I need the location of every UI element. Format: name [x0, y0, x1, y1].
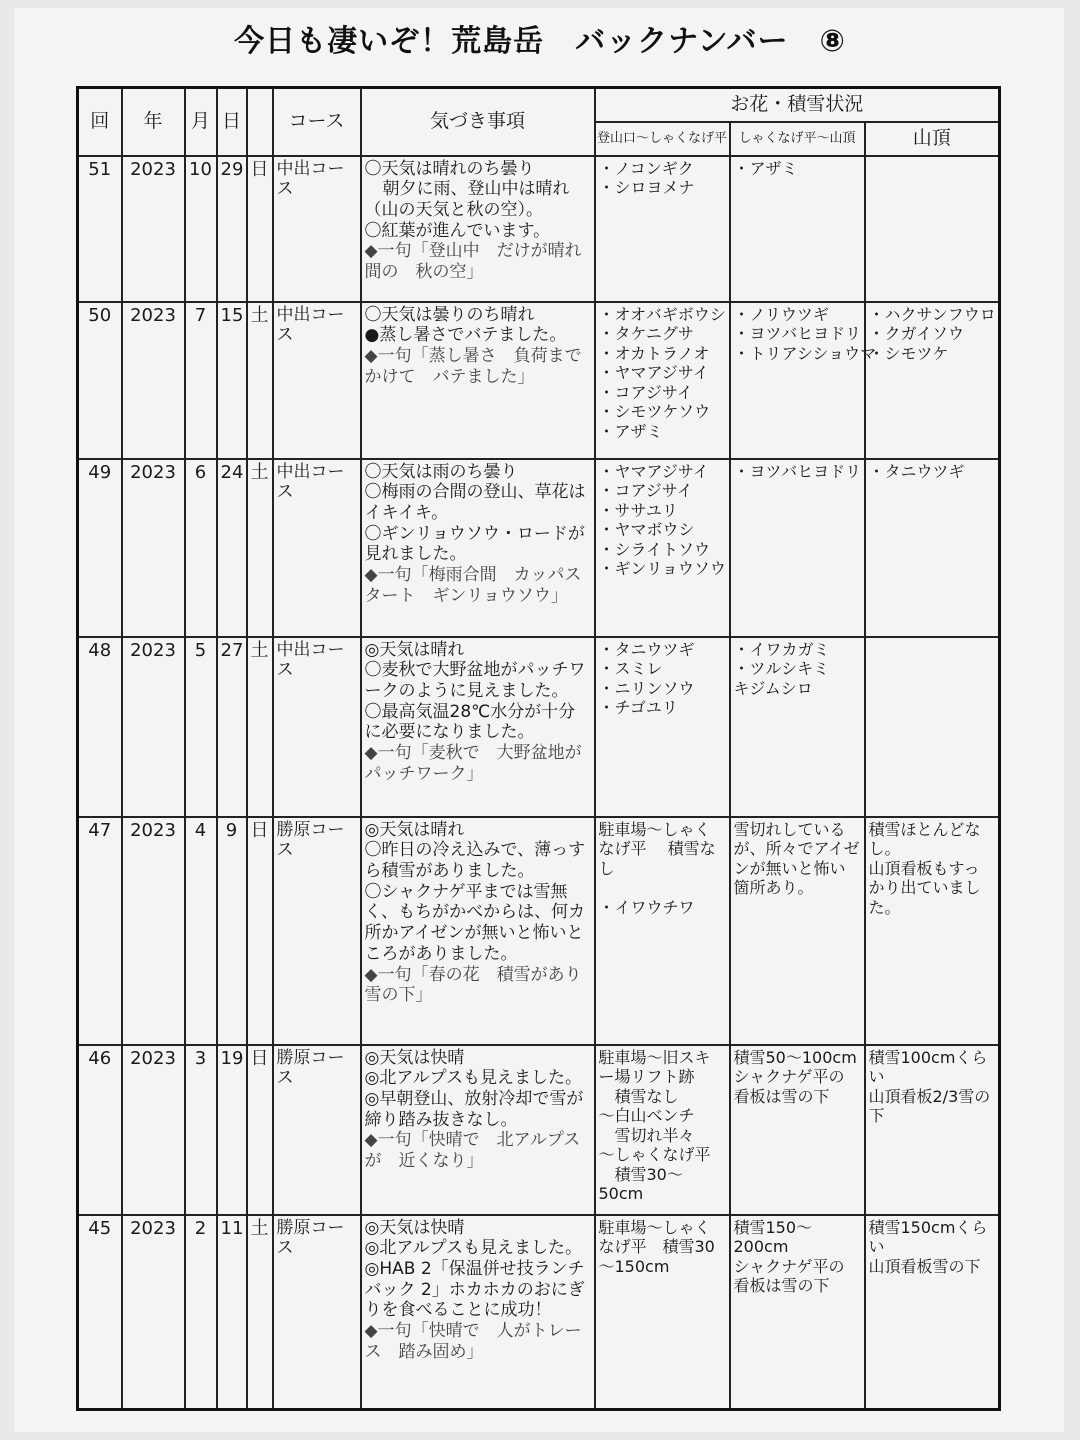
day-cell: 9 — [217, 817, 247, 1045]
note-line: ◎HAB 2「保温併せ技ランチバック 2」ホカホカのおにぎりを食べることに成功！ — [364, 1258, 585, 1321]
year-cell: 2023 — [122, 1215, 185, 1410]
year-cell: 2023 — [122, 302, 185, 459]
flower-item: ・タニウツギ — [868, 461, 965, 481]
flower-item: ・ノコンギク — [598, 158, 694, 178]
note-line: 〇紅葉が進んでいます。 — [364, 220, 551, 241]
status-line: 積雪150～200cm — [733, 1217, 813, 1257]
note-line: 〇最高気温28℃水分が十分に必要になりました。 — [364, 701, 576, 743]
note-line: 〇天気は雨のち曇り — [364, 461, 518, 482]
course-cell: 勝原コース — [273, 1215, 361, 1410]
header-weekday — [247, 88, 273, 156]
seg3-status-cell — [865, 1215, 1000, 1410]
seg2-status-cell — [730, 1215, 865, 1410]
status-line: 雪切れしているが、所々でアイゼンが無いと怖い箇所あり。 — [733, 819, 860, 898]
flower-item: ・ギンリョウソウ — [598, 559, 726, 579]
seg3-status-cell — [865, 156, 1000, 302]
haiku-line: ◆一句「麦秋で 大野盆地が パッチワーク」 — [364, 743, 599, 784]
note-line: 〇天気は曇りのち晴れ — [364, 304, 535, 325]
weekday-cell: 土 — [247, 1215, 273, 1410]
status-line: 山頂看板もすっかり出ていました。 — [868, 858, 981, 917]
flower-item: ・ツルシキミ — [733, 659, 830, 679]
header-seg1: 登山口～しゃくなげ平 — [595, 122, 730, 156]
month-cell: 4 — [185, 817, 217, 1045]
status-line: 積雪ほとんどなし。 — [868, 819, 981, 859]
flower-item: ・ヤマアジサイ — [598, 461, 709, 481]
month-cell: 2 — [185, 1215, 217, 1410]
header-seg2: しゃくなげ平～山頂 — [730, 122, 865, 156]
year-cell: 2023 — [122, 637, 185, 817]
month-cell: 10 — [185, 156, 217, 302]
notes-cell — [361, 156, 595, 302]
flower-item: ・クガイソウ — [868, 324, 965, 344]
round-cell: 51 — [78, 156, 122, 302]
note-line: ◎天気は晴れ — [364, 819, 465, 840]
table-row — [78, 817, 1000, 1045]
month-cell: 3 — [185, 1045, 217, 1215]
status-line: シャクナゲ平の看板は雪の下 — [733, 1256, 845, 1296]
weekday-cell: 日 — [247, 156, 273, 302]
seg1-status-cell — [595, 459, 730, 637]
seg2-status-cell — [730, 459, 865, 637]
round-cell: 48 — [78, 637, 122, 817]
seg2-status-cell — [730, 302, 877, 459]
status-line: 駐車場～しゃくなげ平 積雪30～150cm — [598, 1217, 715, 1276]
header-round: 回 — [78, 88, 122, 156]
flower-item: ・コアジサイ — [598, 481, 693, 501]
flower-item: ・シライトソウ — [598, 539, 711, 559]
month-cell: 6 — [185, 459, 217, 637]
seg1-status-cell — [595, 817, 730, 1045]
seg2-status-cell — [730, 637, 865, 817]
note-line: 〇シャクナゲ平までは雪無く、もちがかべからは、何カ所かアイゼンが無いと怖いところがありました。 — [364, 881, 586, 964]
round-cell: 45 — [78, 1215, 122, 1410]
weekday-cell: 土 — [247, 637, 273, 817]
table-row — [78, 302, 1000, 459]
seg2-status-cell — [730, 817, 865, 1045]
seg3-status-cell — [865, 817, 1000, 1045]
log-body — [78, 156, 1000, 1410]
flower-item: ・ヨツバヒヨドリ — [733, 324, 862, 344]
day-cell: 24 — [217, 459, 247, 637]
status-line: 駐車場～しゃくなげ平 積雪なし — [598, 819, 716, 878]
status-line: 積雪150cmくらい — [868, 1217, 988, 1257]
flower-item: ・タケニグサ — [598, 324, 694, 344]
table-row — [78, 459, 1000, 637]
header-row-top — [78, 88, 1000, 122]
status-line: 積雪なし — [598, 1086, 679, 1106]
flower-item: ・トリアシショウマ — [733, 343, 877, 363]
year-cell: 2023 — [122, 156, 185, 302]
header-year: 年 — [122, 88, 185, 156]
flower-item: ・アザミ — [733, 158, 798, 178]
table-row — [78, 1045, 1000, 1215]
status-line: ～白山ベンチ — [598, 1106, 695, 1126]
weekday-cell: 土 — [247, 302, 273, 459]
flower-item: ・アザミ — [598, 421, 663, 441]
seg3-status-cell — [865, 637, 1000, 817]
header-status-group: お花・積雪状況 — [595, 88, 1000, 122]
note-line: 朝夕に雨、登山中は晴れ — [382, 179, 570, 200]
note-line: ◎早朝登山、放射冷却で雪が締り踏み抜きなし。 — [364, 1088, 584, 1130]
year-cell: 2023 — [122, 817, 185, 1045]
status-line: キジムシロ — [733, 678, 813, 698]
flower-item: ・ヤマアジサイ — [598, 363, 709, 383]
flower-item: ・ヨツバヒヨドリ — [733, 461, 862, 481]
status-line: 積雪30～50cm — [598, 1164, 683, 1204]
hiking-log-table — [76, 86, 1001, 1411]
page-title: 今日も凄いぞ！荒島岳 バックナンバー ⑧ — [234, 24, 846, 59]
header-day: 日 — [217, 88, 247, 156]
year-cell: 2023 — [122, 1045, 185, 1215]
flower-item: ・シロヨメナ — [598, 178, 695, 198]
round-cell: 50 — [78, 302, 122, 459]
haiku-line: ◆一句「春の花 積雪があり 雪の下」 — [364, 964, 599, 1006]
seg3-status-cell — [865, 1045, 1000, 1215]
header-course: コース — [273, 88, 361, 156]
note-line: ◎天気は快晴 — [364, 1217, 465, 1238]
flower-item: ・イワウチワ — [598, 897, 695, 917]
header-notes: 気づき事項 — [361, 88, 595, 156]
header-month: 月 — [185, 88, 217, 156]
course-cell: 中出コース — [273, 459, 361, 637]
flower-item: ・ハクサンフウロ — [868, 304, 996, 324]
flower-item: ・シモツケ — [868, 343, 949, 363]
notes-cell — [361, 302, 595, 459]
seg1-status-cell — [595, 637, 730, 817]
seg2-status-cell — [730, 1045, 865, 1215]
note-line: （山の天気と秋の空）。 — [364, 199, 543, 220]
course-cell: 中出コース — [273, 637, 361, 817]
note-line: ◎北アルプスも見えました。 — [364, 1068, 582, 1089]
haiku-line: ◆一句「快晴で 人がトレース 踏み固め」 — [364, 1321, 582, 1362]
note-line: 〇昨日の冷え込みで、薄っすら積雪がありました。 — [364, 840, 586, 881]
status-line: 山頂看板2/3雪の下 — [868, 1086, 991, 1126]
status-line: シャクナゲ平の看板は雪の下 — [733, 1067, 845, 1106]
notes-cell — [361, 1045, 595, 1215]
status-line: ～しゃくなげ平 — [598, 1145, 711, 1165]
flower-item: ・シモツケソウ — [598, 402, 711, 422]
haiku-line: ◆一句「登山中 だけが晴れ間の 秋の空」 — [364, 241, 582, 283]
day-cell: 11 — [217, 1215, 247, 1410]
flower-item: ・チゴユリ — [598, 698, 678, 718]
day-cell: 15 — [217, 302, 247, 459]
flower-item: ・イワカガミ — [733, 639, 830, 659]
round-cell: 47 — [78, 817, 122, 1045]
table-row — [78, 1215, 1000, 1410]
year-cell: 2023 — [122, 459, 185, 637]
notes-cell — [361, 459, 595, 637]
notes-cell — [361, 1215, 595, 1410]
course-cell: 勝原コース — [273, 817, 361, 1045]
note-line: 〇ギンリョウソウ・ロードが見れました。 — [364, 523, 585, 565]
flower-item: ・ササユリ — [598, 500, 678, 520]
note-line: ◎天気は晴れ — [364, 639, 465, 660]
status-line: 積雪50～100cm — [733, 1047, 857, 1067]
flower-item: ・スミレ — [598, 659, 663, 679]
header-seg3: 山頂 — [865, 122, 1000, 156]
seg1-status-cell — [595, 1045, 730, 1215]
seg3-status-cell — [865, 459, 1000, 637]
status-line: 雪切れ半々 — [598, 1125, 695, 1145]
seg1-status-cell — [595, 156, 730, 302]
seg1-status-cell — [595, 1215, 730, 1410]
flower-item: ・オカトラノオ — [598, 343, 710, 363]
flower-item: ・ヤマボウシ — [598, 520, 695, 540]
day-cell: 29 — [217, 156, 247, 302]
note-line: 〇梅雨の合間の登山、草花はイキイキ。 — [364, 482, 586, 523]
flower-item: ・ニリンソウ — [598, 678, 695, 698]
note-line: 〇天気は晴れのち曇り — [364, 158, 535, 179]
note-line: 〇麦秋で大野盆地がパッチワークのように見えました。 — [364, 660, 586, 701]
status-line: 山頂看板雪の下 — [868, 1256, 981, 1276]
status-line: 積雪100cmくらい — [868, 1047, 988, 1087]
weekday-cell: 日 — [247, 1045, 273, 1215]
course-cell: 中出コース — [273, 156, 361, 302]
note-line: ●蒸し暑さでバテました。 — [364, 325, 567, 346]
haiku-line: ◆一句「蒸し暑さ 負荷までかけて バテました」 — [364, 345, 582, 387]
notes-cell — [361, 817, 599, 1045]
haiku-line: ◆一句「梅雨合間 カッパスタート ギンリョウソウ」 — [364, 565, 582, 606]
round-cell: 49 — [78, 459, 122, 637]
month-cell: 5 — [185, 637, 217, 817]
seg1-status-cell — [595, 302, 730, 459]
status-line: 駐車場～旧スキー場リフト跡 — [598, 1047, 711, 1087]
flower-item: ・コアジサイ — [598, 382, 693, 402]
flower-item: ・ノリウツギ — [733, 304, 829, 324]
day-cell: 19 — [217, 1045, 247, 1215]
month-cell: 7 — [185, 302, 217, 459]
course-cell: 中出コース — [273, 302, 361, 459]
note-line: ◎天気は快晴 — [364, 1047, 465, 1068]
haiku-line: ◆一句「快晴で 北アルプスが 近くなり」 — [364, 1130, 581, 1172]
round-cell: 46 — [78, 1045, 122, 1215]
status-line — [599, 878, 726, 898]
table-row — [78, 156, 1000, 302]
seg3-status-cell — [865, 302, 1000, 459]
day-cell: 27 — [217, 637, 247, 817]
course-cell: 勝原コース — [273, 1045, 361, 1215]
flower-item: ・オオバギボウシ — [598, 304, 726, 324]
flower-item: ・タニウツギ — [598, 639, 695, 659]
notes-cell — [361, 637, 599, 817]
table-row — [78, 637, 1000, 817]
seg2-status-cell — [730, 156, 865, 302]
note-line: ◎北アルプスも見えました。 — [364, 1238, 582, 1259]
weekday-cell: 土 — [247, 459, 273, 637]
weekday-cell: 日 — [247, 817, 273, 1045]
